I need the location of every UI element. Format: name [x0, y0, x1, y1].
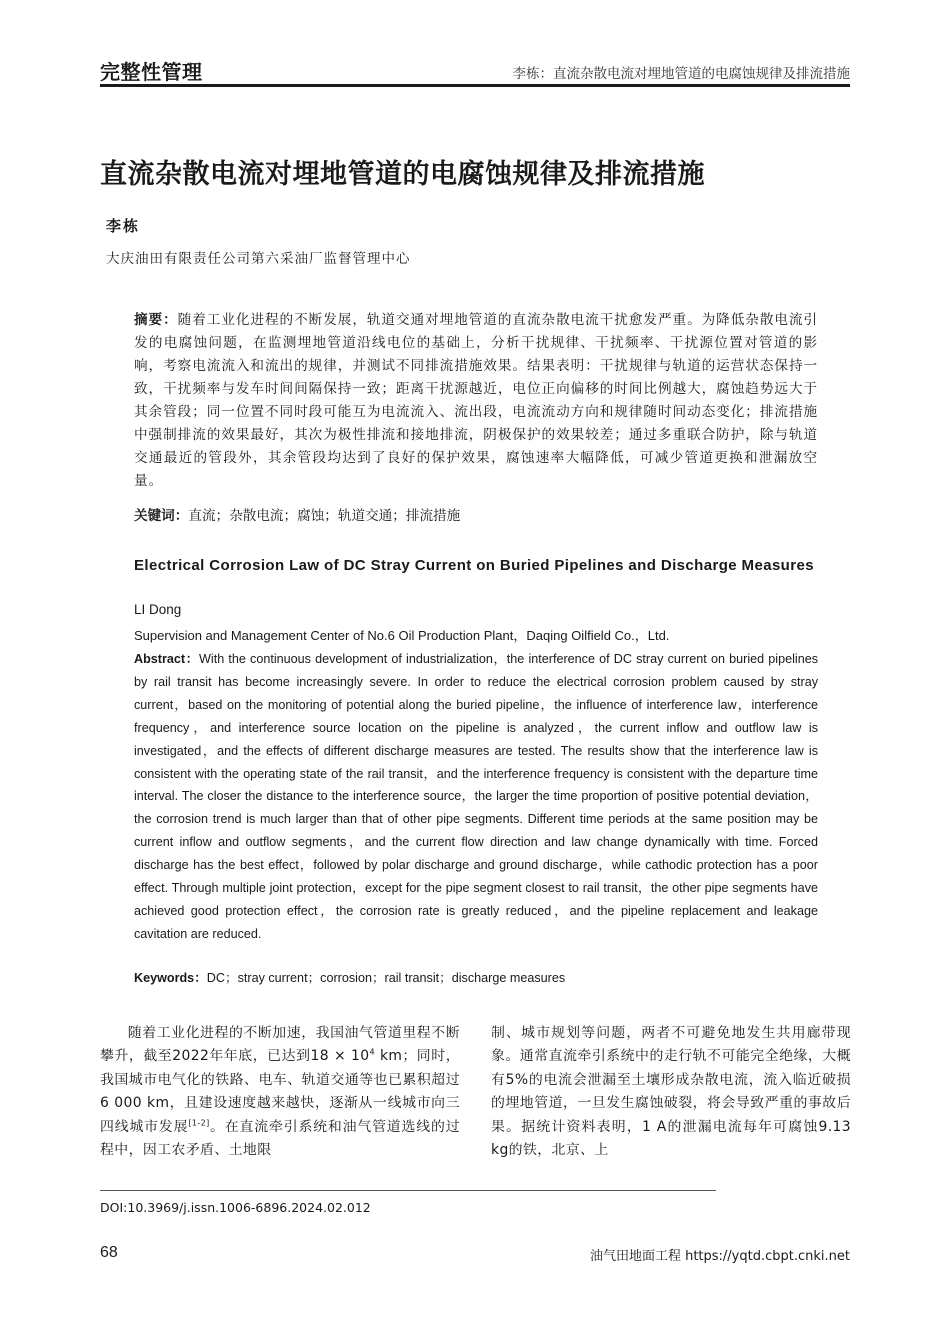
- article-title: 直流杂散电流对埋地管道的电腐蚀规律及排流措施: [100, 159, 705, 190]
- citation-ref: [1-2]: [188, 1118, 210, 1127]
- journal-name: 油气田地面工程 https://yqtd.cbpt.cnki.net: [589, 1249, 850, 1264]
- keywords-cn-label: 关键词：: [134, 508, 189, 524]
- abstract-cn: [134, 309, 818, 493]
- page-number: 68: [100, 1244, 118, 1261]
- body-column-left: [100, 1022, 460, 1162]
- english-keywords: [134, 967, 818, 989]
- body-column-right: 制、城市规划等问题，两者不可避免地发生共用廊带现象。通常直流牵引系统中的走行轨不可能完全绝缘，大概有5%的电流会泄漏至土壤形成杂散电流，流入临近破损的埋地管道，一旦发生腐蚀破裂，将会导致严重的事故后果。据统计资料表明，1 A的泄漏电流每年可腐蚀9.13 kg的铁，北京、上: [491, 1025, 851, 1159]
- english-title: Electrical Corrosion Law of DC Stray Current on Buried Pipelines and Discharge Measures: [134, 557, 814, 574]
- body-left-text-3: 。在直流牵引系统和油气管道选线的过程中，因工农矛盾、土地限: [100, 1118, 460, 1159]
- abstract-cn-text: 随着工业化进程的不断发展，轨道交通对埋地管道的直流杂散电流干扰愈发严重。为降低杂散电流引发的电腐蚀问题，在监测埋地管道沿线电位的基础上，分析干扰规律、干扰频率、干扰源位置对管道的影响，考察电流流入和流出的规律，并测试不同排流措施效果。结果表明：干扰规律与轨道的运营状态保持一致，干扰频率与发车时间间隔保持一致；距离干扰源越近，电位正向偏移的时间比例越大，腐蚀趋势远大于其余管段；同一位置不同时段可能互为电流流入、流出段，电流流动方向和规律随时间动态变化；排流措施中强制排流的效果最好，其次为极性排流和接地排流，阴极保护的效果较差；通过多重联合防护，除与轨道交通最近的管段外，其余管段均达到了良好的保护效果，腐蚀速率大幅降低，可减少管道更换和泄漏放空量。: [134, 312, 818, 489]
- superscript-exponent: 4: [369, 1047, 375, 1057]
- running-title: 李栋：直流杂散电流对埋地管道的电腐蚀规律及排流措施: [512, 66, 850, 82]
- english-keywords-text: DC；stray current；corrosion；rail transit；discharge measures: [206, 971, 566, 985]
- author-affiliation: 大庆油田有限责任公司第六采油厂监督管理中心: [106, 251, 411, 267]
- english-abstract-text: With the continuous development of industrialization，the interference of DC stray current on buried pipelines by rail transit has become increasingly severe. In order to reduce the electrical corrosion problem caused by stray current，based on the monitoring of potential along the buried pipeline，the influence of interference law，interference frequency，and interference source location on the pipeline is analyzed，the current inflow and outflow law is investigated，and the effects of different discharge measures are tested. The results show that the interference law is consistent with the operating state of the rail transit，and the interference frequency is consistent with the departure time interval. The closer the distance to the interference source，the larger the time proportion of positive potential deviation，the corrosion trend is much larger than that of other pipe segments. Different time periods at the same position may be current inflow and outflow segments，and the current flow direction and law change dynamically with time. Forced discharge has the best effect，followed by polar discharge and ground discharge，while cathodic protection has a poor effect. Through multiple joint protection，except for the pipe segment closest to rail transit，the other pipe segments have achieved good protection effect，the corrosion rate is greatly reduced，and the pipeline replacement and leakage cavitation are reduced.: [134, 652, 818, 941]
- author-name: 李栋: [106, 217, 141, 235]
- english-author: LI Dong: [134, 602, 182, 617]
- english-affiliation: Supervision and Management Center of No.6 Oil Production Plant，Daqing Oilfield Co.，Ltd.: [134, 628, 670, 643]
- doi: DOI:10.3969/j.issn.1006-6896.2024.02.012: [100, 1200, 371, 1215]
- header-divider: [100, 84, 850, 87]
- footnote-divider: [100, 1190, 716, 1191]
- body-left-text-1: 随着工业化进程的不断加速，我国油气管道里程不断攀升，截至2022年年底，已达到18 × 10: [100, 1025, 460, 1065]
- keywords-cn: [134, 505, 818, 528]
- keywords-cn-text: 直流；杂散电流；腐蚀；轨道交通；排流措施: [188, 508, 461, 524]
- section-label: 完整性管理: [100, 60, 203, 84]
- english-keywords-label: Keywords：: [134, 971, 207, 985]
- english-abstract-label: Abstract：: [134, 652, 200, 666]
- abstract-cn-label: 摘要：: [134, 312, 178, 328]
- body-left-text-2: km；同时，我国城市电气化的铁路、电车、轨道交通等也已累积超过6 000 km，且建设速度越来越快，逐渐从一线城市向三四线城市发展: [100, 1048, 461, 1135]
- english-abstract: [134, 648, 818, 946]
